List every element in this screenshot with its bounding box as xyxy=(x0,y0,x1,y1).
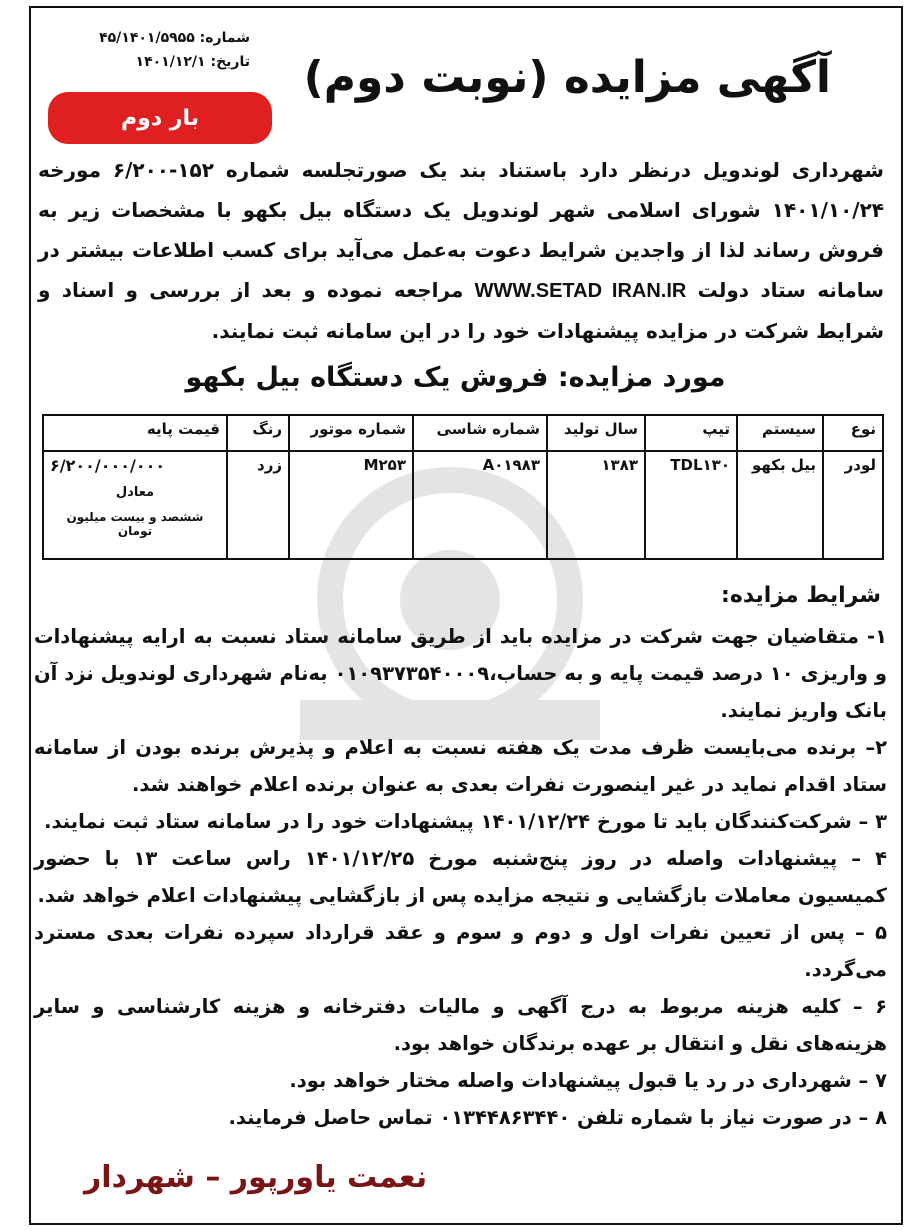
second-round-badge: بار دوم xyxy=(48,92,272,144)
cell-price xyxy=(43,451,227,559)
cell-system: بیل بکهو xyxy=(737,451,823,559)
col-type-header: نوع xyxy=(823,415,883,451)
equipment-spec-table xyxy=(42,414,884,560)
col-color-header: رنگ xyxy=(227,415,289,451)
notice-title: آگهی مزایده (نوبت دوم) xyxy=(303,52,831,103)
condition-item: ۵ – پس از تعیین نفرات اول و دوم و سوم و عقد قرارداد سپرده نفرات بعدی مسترد می‌گردد. xyxy=(34,921,887,981)
letter-meta xyxy=(60,26,250,74)
col-year-header: سال تولید xyxy=(547,415,645,451)
letter-number xyxy=(60,26,250,50)
cell-year: ۱۳۸۳ xyxy=(547,451,645,559)
intro-text-1: درنظر دارد باستناد بند یک صورتجلسه شماره ۱۵۲-۶/۲۰۰ مورخه ۱۴۰۱/۱۰/۲۴ شورای اسلامی شهر لوندویل یک دستگاه بیل بکهو با مشخصات زیر به فروش رساند لذا از واجدین شرایط دعوت به‌عمل می‌آید برای کسب اطلاعات بیشتر در سامانه ستاد دولت xyxy=(38,158,884,302)
number-value: ۴۵/۱۴۰۱/۵۹۵۵ xyxy=(99,30,195,46)
cell-tip: TDL۱۳۰ xyxy=(645,451,737,559)
number-label: شماره: xyxy=(199,30,250,46)
col-engine-header: شماره موتور xyxy=(289,415,413,451)
condition-item: ۸ – در صورت نیاز با شماره تلفن ۰۱۳۴۴۸۶۳۴۴۰ تماس حاصل فرمایند. xyxy=(228,1106,887,1129)
condition-item: ۷ – شهرداری در رد یا قبول پیشنهادات واصله مختار خواهد بود. xyxy=(289,1069,887,1092)
municipality-name: شهرداری لوندویل xyxy=(702,158,884,182)
price-value: ۶/۲۰۰/۰۰۰/۰۰۰ xyxy=(50,456,166,475)
cell-color: زرد xyxy=(227,451,289,559)
conditions-title: شرایط مزایده: xyxy=(721,583,881,608)
auction-subject: مورد مزایده: فروش یک دستگاه بیل بکهو xyxy=(185,362,726,393)
table-row xyxy=(43,451,883,559)
condition-item: ۲– برنده می‌بایست ظرف مدت یک هفته نسبت به اعلام و پذیرش برنده بودن از سامانه ستاد اقدام نماید در غیر اینصورت نفرات بعدی به عنوان برنده اعلام خواهند شد. xyxy=(34,736,887,796)
condition-item: ۳ – شرکت‌کنندگان باید تا مورخ ۱۴۰۱/۱۲/۲۴ پیشنهادات خود را در سامانه ستاد ثبت نمایند. xyxy=(44,810,887,833)
cell-engine: M۲۵۳ xyxy=(289,451,413,559)
col-price-header: قیمت پایه xyxy=(43,415,227,451)
cell-chassis: A۰۱۹۸۳ xyxy=(413,451,547,559)
letter-date xyxy=(60,50,250,74)
intro-text-2: مراجعه نموده و بعد از بررسی و اسناد و شرایط شرکت در مزایده پیشنهادات خود را در این سامانه ثبت نمایند. xyxy=(38,278,884,343)
condition-item: ۱- متقاضیان جهت شرکت در مزایده باید از طریق سامانه ستاد نسبت به ارایه پیشنهادات و واریزی ۱۰ درصد قیمت پایه و به حساب،۰۱۰۹۳۷۳۵۴۰۰۰۹ به‌نام شهرداری لوندویل نزد آن بانک واریز نمایند. xyxy=(34,625,887,722)
date-value: ۱۴۰۱/۱۲/۱ xyxy=(135,54,206,70)
intro-paragraph xyxy=(38,150,884,351)
table-header-row xyxy=(43,415,883,451)
condition-item: ۶ – کلیه هزینه مربوط به درج آگهی و مالیات دفترخانه و هزینه کارشناسی و سایر هزینه‌های نقل و انتقال بر عهده برندگان خواهد بود. xyxy=(34,995,887,1055)
col-system-header: سیستم xyxy=(737,415,823,451)
cell-type: لودر xyxy=(823,451,883,559)
condition-item: ۴ – پیشنهادات واصله در روز پنج‌شنبه مورخ ۱۴۰۱/۱۲/۲۵ راس ساعت ۱۳ با حضور کمیسیون معاملات بازگشایی و نتیجه مزایده پس از بازگشایی پیشنهادات اعلام خواهد شد. xyxy=(34,847,887,907)
price-equiv-label: معادل xyxy=(115,485,155,500)
price-in-words: ششصد و بیست میلیون تومان xyxy=(66,510,204,538)
conditions-list xyxy=(34,618,887,1136)
date-label: تاریخ: xyxy=(210,54,250,70)
mayor-signature: نعمت یاورپور – شهردار xyxy=(84,1160,428,1195)
col-chassis-header: شماره شاسی xyxy=(413,415,547,451)
setad-url-link[interactable]: WWW.SETAD IRAN.IR xyxy=(474,280,687,302)
col-tip-header: تیپ xyxy=(645,415,737,451)
